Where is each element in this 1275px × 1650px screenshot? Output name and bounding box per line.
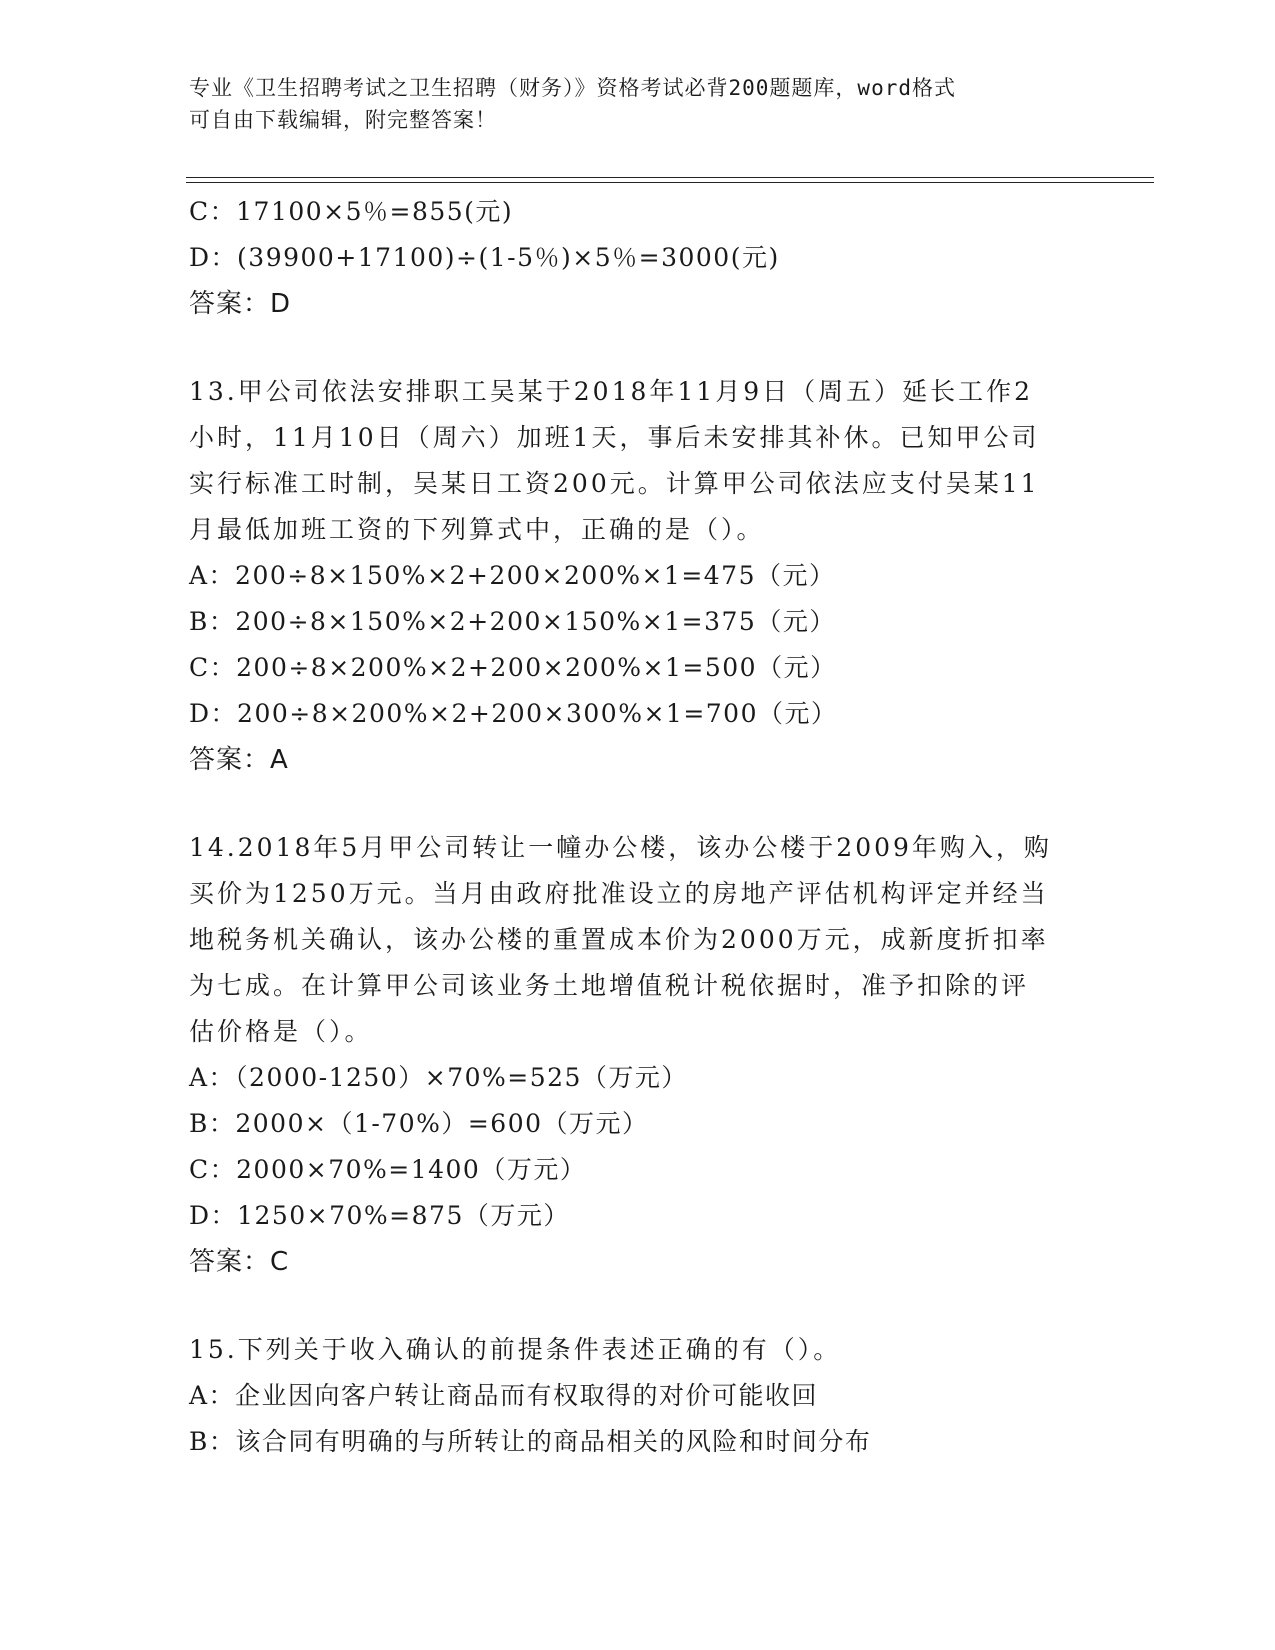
question-15: [189, 1327, 1089, 1465]
option-c: C：200÷8×200%×2+200×200%×1=500（元）: [189, 653, 837, 682]
question-13: [189, 369, 1089, 783]
stem-line: 月最低加班工资的下列算式中，正确的是（）。: [189, 515, 765, 544]
option-a: A：200÷8×150%×2+200×200%×1=475（元）: [189, 561, 836, 590]
option-c: C：2000×70%=1400（万元）: [189, 1155, 587, 1184]
option-a: A：企业因向客户转让商品而有权取得的对价可能收回: [189, 1381, 819, 1410]
stem-line: 14.2018年5月甲公司转让一幢办公楼，该办公楼于2009年购入，购: [189, 833, 1052, 862]
answer-line: 答案：D: [189, 289, 292, 319]
question-stem: [189, 825, 1089, 1055]
option-d: D：1250×70%=875（万元）: [189, 1201, 570, 1230]
answer-line: 答案：A: [189, 745, 289, 775]
option-b: B：该合同有明确的与所转让的商品相关的风险和时间分布: [189, 1427, 872, 1456]
stem-line: 买价为1250万元。当月由政府批准设立的房地产评估机构评定并经当: [189, 879, 1049, 908]
option-b: B：200÷8×150%×2+200×150%×1=375（元）: [189, 607, 836, 636]
header-divider-bottom: [186, 182, 1154, 183]
header-line-2: 可自由下载编辑，附完整答案！: [189, 108, 497, 132]
option-a: A：（2000-1250）×70%=525（万元）: [189, 1063, 688, 1092]
question-12-continued: [189, 189, 1089, 327]
stem-line: 小时，11月10日（周六）加班1天，事后未安排其补休。已知甲公司: [189, 423, 1040, 452]
question-stem: [189, 1327, 1089, 1373]
document-header: [189, 72, 1089, 136]
header-divider-top: [186, 177, 1154, 178]
stem-line: 为七成。在计算甲公司该业务土地增值税计税依据时，准予扣除的评: [189, 971, 1030, 1000]
question-14: [189, 825, 1089, 1285]
question-stem: [189, 369, 1089, 553]
option-d: D：(39900+17100)÷(1-5％)×5％=3000(元): [189, 243, 780, 272]
stem-line: 13.甲公司依法安排职工吴某于2018年11月9日（周五）延长工作2: [189, 377, 1034, 406]
stem-line: 15.下列关于收入确认的前提条件表述正确的有（）。: [189, 1335, 842, 1364]
header-line-1: 专业《卫生招聘考试之卫生招聘（财务）》资格考试必背200题题库，word格式: [189, 76, 956, 100]
document-body: [189, 189, 1089, 1465]
stem-line: 实行标准工时制，吴某日工资200元。计算甲公司依法应支付吴某11: [189, 469, 1040, 498]
option-d: D：200÷8×200%×2+200×300%×1=700（元）: [189, 699, 838, 728]
option-b: B：2000×（1-70%）=600（万元）: [189, 1109, 649, 1138]
answer-line: 答案：C: [189, 1247, 290, 1277]
stem-line: 估价格是（）。: [189, 1017, 373, 1046]
option-c: C：17100×5％=855(元): [189, 197, 514, 226]
stem-line: 地税务机关确认，该办公楼的重置成本价为2000万元，成新度折扣率: [189, 925, 1049, 954]
